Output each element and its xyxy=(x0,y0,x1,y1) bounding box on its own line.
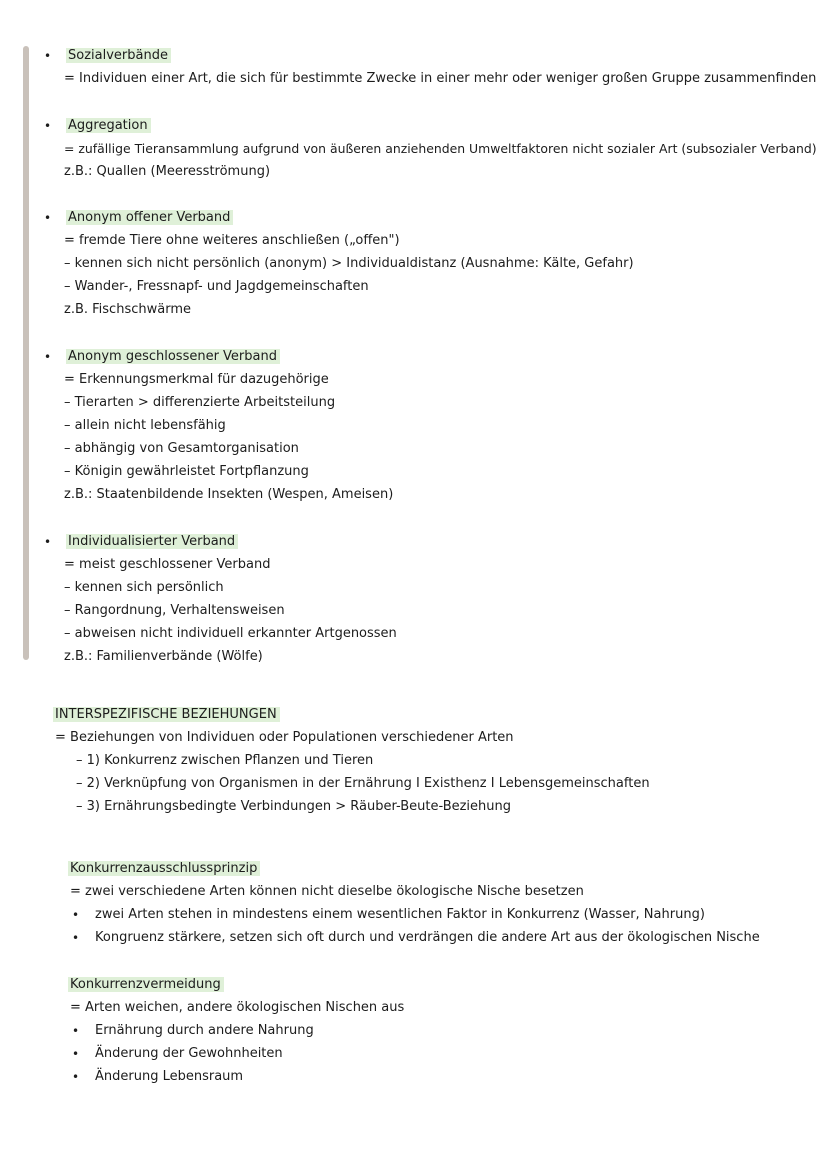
bullet-icon: • xyxy=(44,49,52,63)
vermeidung-definition: = Arten weichen, andere ökologischen Nischen aus xyxy=(70,1000,405,1015)
bullet-icon: • xyxy=(44,350,52,364)
bullet-icon: • xyxy=(72,1070,80,1084)
interspez-title-text: INTERSPEZIFISCHE BEZIEHUNGEN xyxy=(53,707,280,722)
ausschluss-definition: = zwei verschiedene Arten können nicht dieselbe ökologische Nische besetzen xyxy=(70,884,584,899)
bullet-icon: • xyxy=(72,931,80,945)
bullet-icon: • xyxy=(44,535,52,549)
section-line: z.B. Fischschwärme xyxy=(64,302,191,317)
bullet-icon: • xyxy=(72,1024,80,1038)
vermeidung-bullet: Ernährung durch andere Nahrung xyxy=(95,1023,314,1038)
section-line: – allein nicht lebensfähig xyxy=(64,418,226,433)
ausschluss-title xyxy=(70,860,260,878)
section-line: – Tierarten > differenzierte Arbeitsteilung xyxy=(64,395,336,410)
interspez-title xyxy=(55,706,280,724)
bullet-icon: • xyxy=(72,908,80,922)
section-line: = meist geschlossener Verband xyxy=(64,557,271,572)
section-title-text: Sozialverbände xyxy=(66,48,171,63)
section-line: – abhängig von Gesamtorganisation xyxy=(64,441,299,456)
section-title xyxy=(68,47,171,65)
vermeidung-bullet: Änderung Lebensraum xyxy=(95,1069,244,1084)
vermeidung-title-text: Konkurrenzvermeidung xyxy=(68,977,224,992)
section-line: z.B.: Staatenbildende Insekten (Wespen, Ameisen) xyxy=(64,487,394,502)
section-title xyxy=(68,209,233,227)
section-line: = fremde Tiere ohne weiteres anschließen („offen") xyxy=(64,233,400,248)
interspez-item: – 3) Ernährungsbedingte Verbindungen > Räuber-Beute-Beziehung xyxy=(76,799,512,814)
bullet-icon: • xyxy=(44,119,52,133)
section-line: z.B.: Familienverbände (Wölfe) xyxy=(64,649,263,664)
section-title-text: Anonym geschlossener Verband xyxy=(66,349,280,364)
vermeidung-bullet: Änderung der Gewohnheiten xyxy=(95,1046,283,1061)
interspez-item: – 1) Konkurrenz zwischen Pflanzen und Tieren xyxy=(76,753,374,768)
section-title xyxy=(68,533,238,551)
section-line: = Erkennungsmerkmal für dazugehörige xyxy=(64,372,329,387)
section-line: – Rangordnung, Verhaltensweisen xyxy=(64,603,285,618)
interspez-item: – 2) Verknüpfung von Organismen in der Ernährung I Existhenz I Lebensgemeinschaften xyxy=(76,776,650,791)
section-line: – kennen sich persönlich xyxy=(64,580,224,595)
section-line: z.B.: Quallen (Meeresströmung) xyxy=(64,164,271,179)
section-line: – kennen sich nicht persönlich (anonym) > Individualdistanz (Ausnahme: Kälte, Gefahr) xyxy=(64,256,634,271)
bullet-icon: • xyxy=(44,211,52,225)
interspez-definition: = Beziehungen von Individuen oder Populationen verschiedener Arten xyxy=(55,730,514,745)
ausschluss-title-text: Konkurrenzausschlussprinzip xyxy=(68,861,260,876)
section-line: = zufällige Tieransammlung aufgrund von äußeren anziehenden Umweltfaktoren nicht sozialer Art (subsozialer Verband) xyxy=(64,141,817,156)
vermeidung-title xyxy=(70,976,224,994)
section-line: – Wander-, Fressnapf- und Jagdgemeinschaften xyxy=(64,279,369,294)
section-line: = Individuen einer Art, die sich für bestimmte Zwecke in einer mehr oder weniger großen Gruppe zusammenfinden xyxy=(64,71,817,86)
section-title-text: Anonym offener Verband xyxy=(66,210,233,225)
section-title-text: Individualisierter Verband xyxy=(66,534,238,549)
section-title xyxy=(68,348,280,366)
section-line: – abweisen nicht individuell erkannter Artgenossen xyxy=(64,626,397,641)
sidebar-bar xyxy=(23,46,29,660)
ausschluss-bullet: Kongruenz stärkere, setzen sich oft durch und verdrängen die andere Art aus der ökologischen Nische xyxy=(95,930,760,945)
section-title xyxy=(68,117,151,135)
section-title-text: Aggregation xyxy=(66,118,151,133)
ausschluss-bullet: zwei Arten stehen in mindestens einem wesentlichen Faktor in Konkurrenz (Wasser, Nahrung) xyxy=(95,907,705,922)
section-line: – Königin gewährleistet Fortpflanzung xyxy=(64,464,309,479)
bullet-icon: • xyxy=(72,1047,80,1061)
